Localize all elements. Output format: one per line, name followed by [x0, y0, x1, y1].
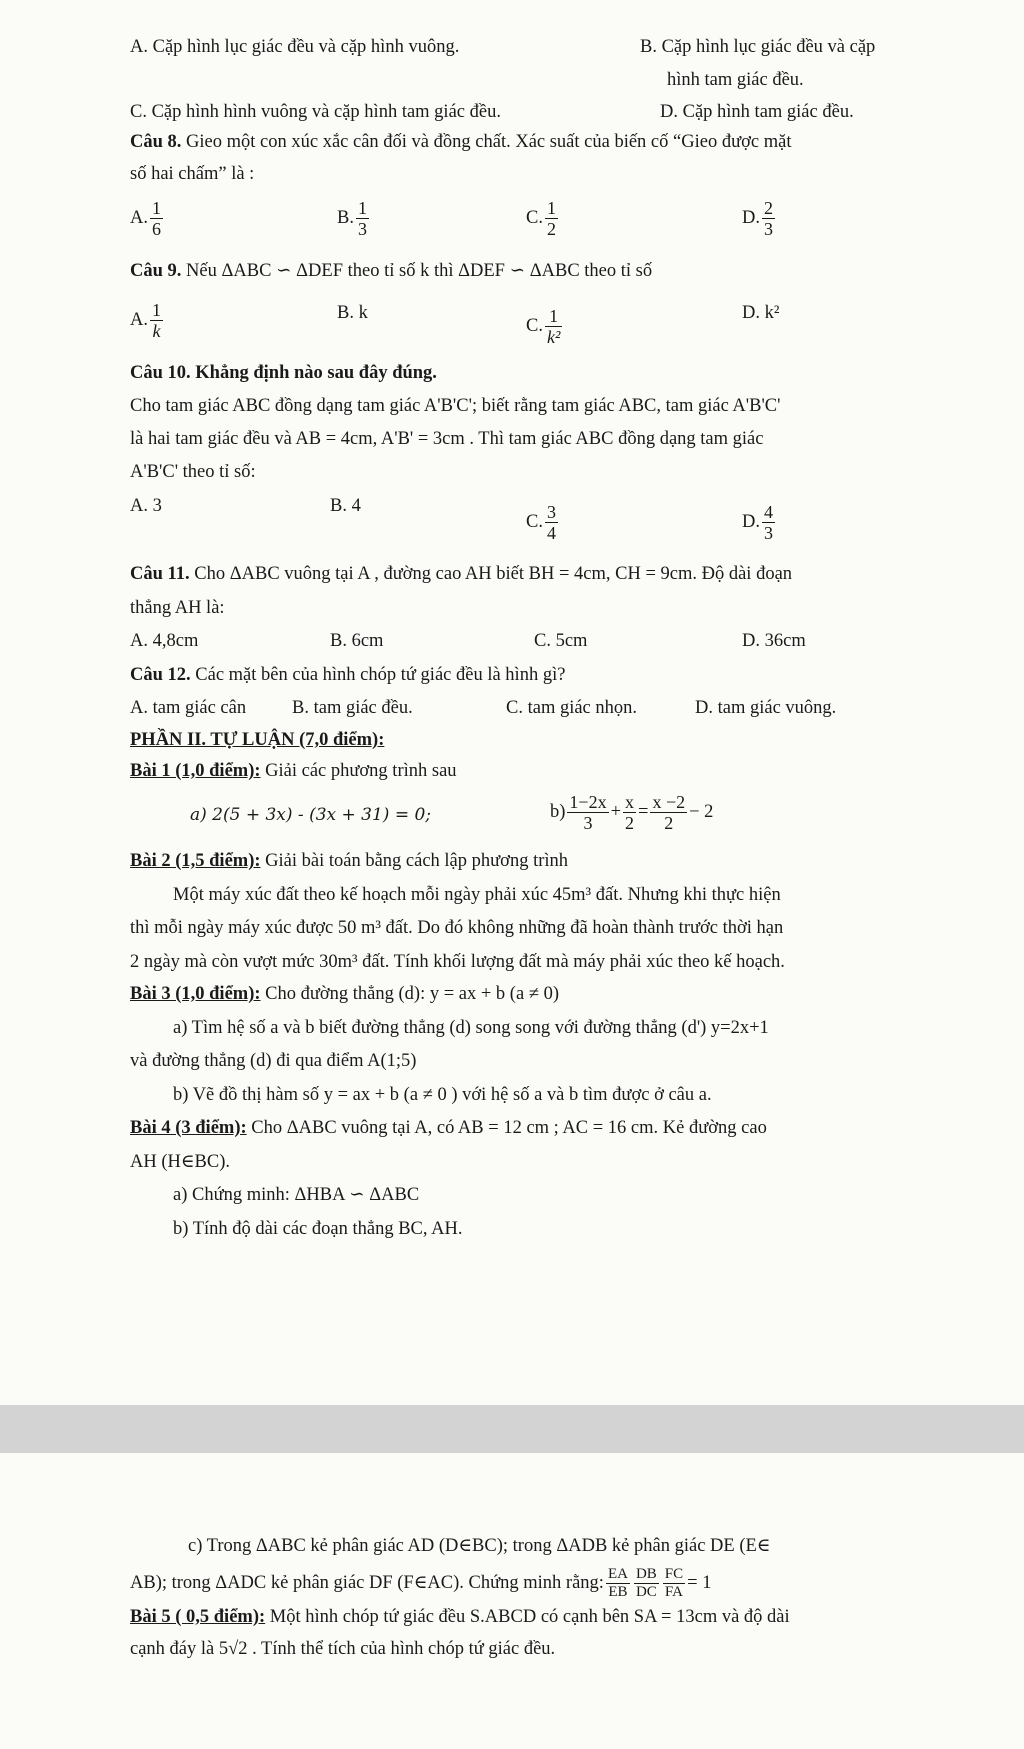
q7-option-c: C. Cặp hình hình vuông và cặp hình tam giác đều. [130, 102, 501, 122]
bai1-stem [130, 760, 457, 782]
bai4-part-c: c) Trong ΔABC kẻ phân giác AD (D∈BC); trong ΔADB kẻ phân giác DE (E∈ [188, 1536, 771, 1556]
q7-option-b: B. Cặp hình lục giác đều và cặp [640, 37, 876, 57]
bai2-text: Giải bài toán bằng cách lập phương trình [260, 851, 569, 871]
fraction: $\frac{DB}{DC}$ [635, 1566, 657, 1600]
q8-text: Gieo một con xúc xắc cân đối và đồng chất. Xác suất của biến cố “Gieo được mặt [181, 132, 792, 152]
q11-option-c: C. 5cm [534, 631, 588, 651]
bai5-text: Một hình chóp tứ giác đều S.ABCD có cạnh bên SA = 13cm và độ dài [265, 1607, 790, 1627]
bai3-text: Cho đường thẳng (d): y = ax + b (a ≠ 0) [260, 984, 559, 1004]
q9-option-b: B. k [337, 303, 368, 323]
page-divider [0, 1405, 1024, 1453]
bai1-label: Bài 1 (1,0 điểm): [130, 761, 261, 781]
bai3-label: Bài 3 (1,0 điểm): [130, 984, 261, 1004]
q9-option-c: C. $\frac{1}{\text{k²}}$ [526, 306, 561, 347]
fraction: $\frac{1-2x}{3}$ [569, 792, 607, 833]
fraction: $\frac{1}{6}$ [152, 198, 161, 239]
bai1-eq-a: a) 2(5 + 3x) - (3x + 31) = 0; [190, 805, 432, 825]
fraction: $\frac{1}{2}$ [546, 198, 556, 239]
q11-option-d: D. 36cm [742, 631, 806, 651]
bai2-line-3: 2 ngày mà còn vượt mức 30m³ đất. Tính khối lượng đất mà máy phải xúc theo kế hoạch. [130, 952, 785, 972]
q9-stem [130, 260, 652, 282]
fraction: $\frac{x}{2}$ [625, 792, 635, 833]
q11-stem-cont: thẳng AH là: [130, 598, 225, 618]
q11-stem [130, 563, 792, 585]
bai5-label: Bài 5 ( 0,5 điểm): [130, 1607, 266, 1627]
q9-label: Câu 9. [130, 261, 182, 281]
bai3-part-a: a) Tìm hệ số a và b biết đường thẳng (d) song song với đường thẳng (d') y=2x+1 [173, 1018, 769, 1038]
bai2-line-1: Một máy xúc đất theo kế hoạch mỗi ngày phải xúc 45m³ đất. Nhưng khi thực hiện [173, 885, 781, 905]
fraction: $\frac{4}{3}$ [764, 502, 773, 543]
q9-option-a: A. $\frac{1}{k}$ [130, 300, 161, 341]
q12-option-b: B. tam giác đều. [292, 698, 413, 718]
bai3-stem [130, 983, 559, 1005]
q12-option-c: C. tam giác nhọn. [506, 698, 638, 718]
bai2-line-2: thì mỗi ngày máy xúc được 50 m³ đất. Do đó không những đã hoàn thành trước thời hạn [130, 918, 784, 938]
q8-label: Câu 8. [130, 132, 182, 152]
q8-option-a: A. $\frac{1}{6}$ [130, 198, 161, 239]
q10-option-c: C. $\frac{3}{4}$ [526, 502, 556, 543]
q7-option-b-cont: hình tam giác đều. [667, 70, 804, 90]
q10-option-b: B. 4 [330, 496, 361, 516]
q10-text-1: Cho tam giác ABC đồng dạng tam giác A'B'C'; biết rằng tam giác ABC, tam giác A'B'C' [130, 396, 781, 416]
q10-text-3: A'B'C' theo tỉ số: [130, 462, 256, 482]
q10-label: Câu 10. Khẳng định nào sau đây đúng. [130, 363, 437, 383]
bai2-label: Bài 2 (1,5 điểm): [130, 851, 261, 871]
q11-option-a: A. 4,8cm [130, 631, 199, 651]
bai4-part-a: a) Chứng minh: ΔHBA ∽ ΔABC [173, 1185, 420, 1205]
q7-option-a: A. Cặp hình lục giác đều và cặp hình vuông. [130, 37, 460, 57]
fraction: $\frac{EA}{EB}$ [607, 1566, 628, 1600]
bai3-part-b: b) Vẽ đồ thị hàm số y = ax + b (a ≠ 0 ) với hệ số a và b tìm được ở câu a. [173, 1085, 712, 1105]
part2-title: PHẦN II. TỰ LUẬN (7,0 điểm): [130, 730, 385, 750]
q9-option-d: D. k² [742, 303, 780, 323]
bai4-stem-cont: AH (H∈BC). [130, 1152, 231, 1172]
bai1-eq-b: b) $\frac{1-2x}{3}$ + $\frac{x}{2}$ = $\frac{x -2}{2}$ − 2 [550, 792, 714, 833]
paper-sheet-bottom [0, 1453, 1024, 1749]
q10-option-a: A. 3 [130, 496, 162, 516]
bai5-stem-cont: cạnh đáy là 5√2 . Tính thể tích của hình chóp tứ giác đều. [130, 1639, 556, 1659]
bai4-part-b: b) Tính độ dài các đoạn thẳng BC, AH. [173, 1219, 463, 1239]
q12-label: Câu 12. [130, 665, 191, 685]
q11-option-b: B. 6cm [330, 631, 384, 651]
q8-stem-cont: số hai chấm” là : [130, 164, 255, 184]
q9-text: Nếu ΔABC ∽ ΔDEF theo tỉ số k thì ΔDEF ∽ ΔABC theo tỉ số [181, 261, 653, 281]
bai4-label: Bài 4 (3 điểm): [130, 1118, 247, 1138]
bai4-text: Cho ΔABC vuông tại A, có AB = 12 cm ; AC = 16 cm. Kẻ đường cao [246, 1118, 767, 1138]
q7-option-d: D. Cặp hình tam giác đều. [660, 102, 854, 122]
fraction: $\frac{1}{3}$ [357, 198, 367, 239]
q8-option-d: D. $\frac{2}{3}$ [742, 198, 773, 239]
fraction: $\frac{FC}{FA}$ [664, 1566, 684, 1600]
fraction: $\frac{x -2}{2}$ [652, 792, 686, 833]
fraction: $\frac{2}{3}$ [764, 198, 773, 239]
q10-text-2: là hai tam giác đều và AB = 4cm, A'B' = 3cm . Thì tam giác ABC đồng dạng tam giác [130, 429, 764, 449]
bai4-part-c-cont: AB); trong ΔADC kẻ phân giác DF (F∈AC). Chứng minh rằng: $\frac{EA}{EB}$ $\frac{DB}{DC}$ $\frac{FC}{FA}$ = 1 [130, 1566, 712, 1600]
q8-stem [130, 131, 791, 153]
bai3-part-a-cont: và đường thẳng (d) đi qua điểm A(1;5) [130, 1051, 417, 1071]
bai1-text: Giải các phương trình sau [260, 761, 457, 781]
bai2-stem [130, 850, 568, 872]
fraction: $\frac{1}{k}$ [152, 300, 161, 341]
bai4-stem [130, 1117, 767, 1139]
q12-stem [130, 664, 565, 686]
q12-option-a: A. tam giác cân [130, 698, 247, 718]
fraction: $\frac{1}{\text{k²}}$ [546, 306, 561, 347]
q11-label: Câu 11. [130, 564, 190, 584]
q11-text: Cho ΔABC vuông tại A , đường cao AH biết BH = 4cm, CH = 9cm. Độ dài đoạn [189, 564, 793, 584]
q12-text: Các mặt bên của hình chóp tứ giác đều là hình gì? [190, 665, 566, 685]
q8-option-b: B. $\frac{1}{3}$ [337, 198, 367, 239]
bai5-stem [130, 1606, 790, 1628]
fraction: $\frac{3}{4}$ [546, 502, 556, 543]
q10-option-d: D. $\frac{4}{3}$ [742, 502, 773, 543]
q12-option-d: D. tam giác vuông. [695, 698, 837, 718]
q8-option-c: C. $\frac{1}{2}$ [526, 198, 556, 239]
